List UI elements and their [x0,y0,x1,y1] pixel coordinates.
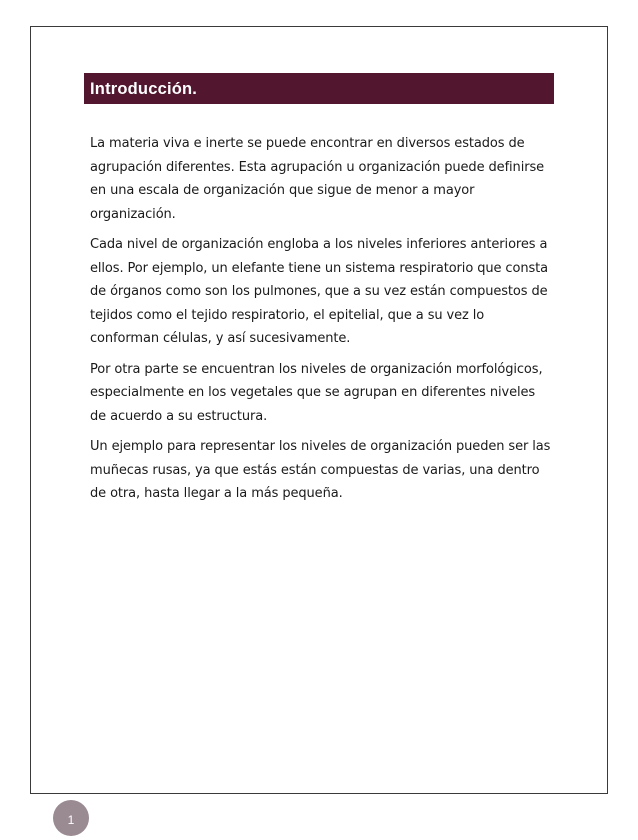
section-header [84,73,554,104]
paragraph: Un ejemplo para representar los niveles de organización pueden ser las muñecas rusas, ya que estás están compuestas de varias, una dentro de otra, hasta llegar a la más pequeña. [90,439,551,501]
paragraph: La materia viva e inerte se puede encontrar en diversos estados de agrupación diferentes. Esta agrupación u organización puede definirse en una escala de organización que sigue de menor a mayor organización. [90,136,545,222]
section-title: Introducción. [90,80,198,98]
paragraph: Por otra parte se encuentran los niveles de organización morfológicos, especialmente en los vegetales que se agrupan en diferentes niveles de acuerdo a su estructura. [90,361,543,424]
body-text [90,132,552,513]
page-number-badge [53,800,89,836]
paragraph: Cada nivel de organización engloba a los niveles inferiores anteriores a ellos. Por ejemplo, un elefante tiene un sistema respiratorio que consta de órganos como son los pulmones, que a su vez están compuestos de tejidos como el tejido respiratorio, el epitelial, que a su vez lo conforman células, y así sucesivamente. [90,237,549,346]
page-number: 1 [67,813,75,827]
